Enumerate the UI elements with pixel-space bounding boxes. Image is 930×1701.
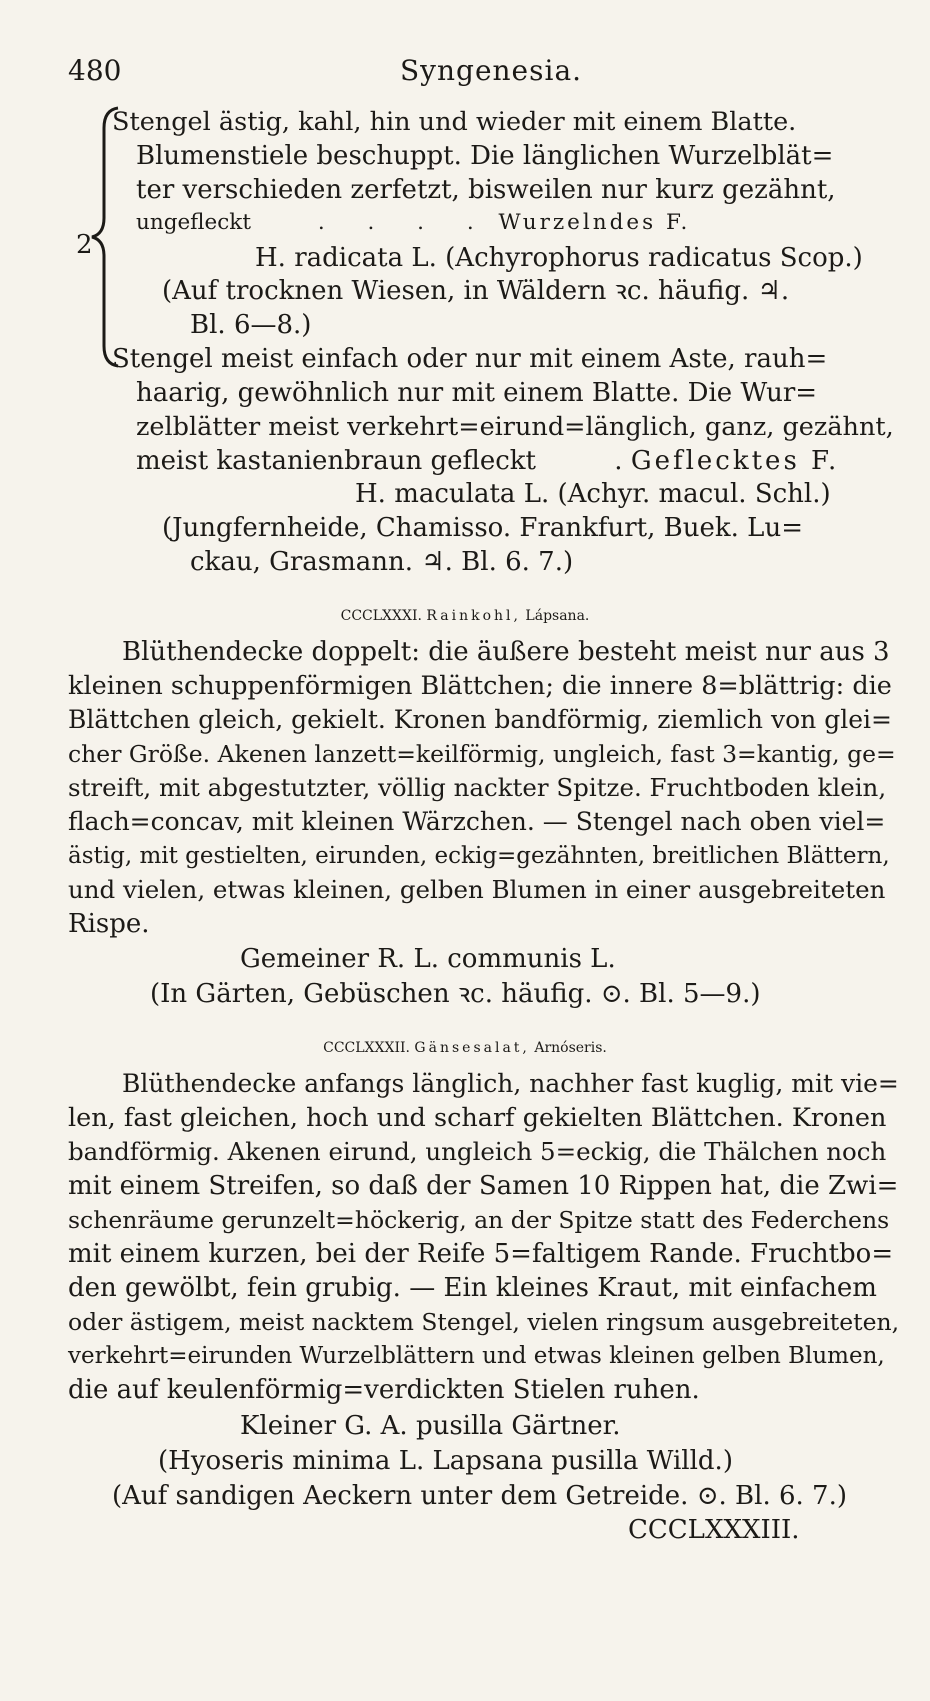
genus-desc-line: kleinen schuppenförmigen Blättchen; die innere 8=blättrig: die — [68, 671, 892, 701]
genus-desc-line: Blättchen gleich, gekielt. Kronen bandförmig, ziemlich von glei= — [68, 705, 892, 734]
key-lead-b-line-2: haarig, gewöhnlich nur mit einem Blatte. Die Wur= — [136, 378, 818, 408]
genus-desc-line: verkehrt=eirunden Wurzelblättern und etwas kleinen gelben Blumen, — [68, 1343, 885, 1369]
genus-desc-line: mit einem kurzen, bei der Reife 5=faltigem Rande. Fruchtbo= — [68, 1239, 894, 1269]
genus-heading: CCCLXXXI. Rainkohl, Lápsana. — [340, 608, 590, 624]
species-name: Gemeiner R. L. communis L. — [240, 944, 616, 974]
habitat-note: (Jungfernheide, Chamisso. Frankfurt, Buek. Lu= — [162, 513, 803, 543]
key-lead-a-line-3: ter verschieden zerfetzt, bisweilen nur kurz gezähnt, — [136, 175, 836, 205]
latin-name: H. radicata L. (Achyrophorus radicatus Scop.) — [255, 243, 863, 273]
catchword: CCCLXXXIII. — [628, 1515, 800, 1545]
running-title: Syngenesia. — [400, 54, 583, 87]
habitat-note: ckau, Grasmann. ♃. Bl. 6. 7.) — [190, 547, 574, 577]
genus-desc-line: mit einem Streifen, so daß der Samen 10 Rippen hat, die Zwi= — [68, 1171, 899, 1201]
genus-desc-line: die auf keulenförmig=verdickten Stielen ruhen. — [68, 1375, 700, 1405]
latin-name: H. maculata L. (Achyr. macul. Schl.) — [355, 479, 831, 509]
habitat-note: Bl. 6—8.) — [190, 310, 312, 340]
key-lead-b-line-1: Stengel meist einfach oder nur mit einem Aste, rauh= — [112, 344, 828, 374]
leader-dots: . — [614, 446, 623, 476]
page-number: 480 — [68, 54, 122, 87]
genus-desc-line: cher Größe. Akenen lanzett=keilförmig, ungleich, fast 3=kantig, ge= — [68, 740, 896, 768]
synonym-note: (Hyoseris minima L. Lapsana pusilla Willd.) — [158, 1446, 733, 1476]
key-lead-a-line-2: Blumenstiele beschuppt. Die länglichen Wurzelblät= — [136, 141, 834, 171]
key-lead-a-line-4: ungefleckt . . . . Wurzelndes F. — [136, 210, 691, 235]
habitat-note: (Auf sandigen Aeckern unter dem Getreide. ⊙. Bl. 6. 7.) — [112, 1481, 847, 1511]
habitat-note: (Auf trocknen Wiesen, in Wäldern ꝛc. häufig. ♃. — [162, 276, 790, 306]
genus-heading: CCCLXXXII. Gänsesalat, Arnóseris. — [323, 1040, 607, 1056]
key-number: 2 — [76, 230, 93, 260]
common-name: Geflecktes F. — [630, 446, 840, 476]
genus-desc-line: streift, mit abgestutzter, völlig nackter Spitze. Fruchtboden klein, — [68, 773, 887, 802]
genus-desc-line: flach=concav, mit kleinen Wärzchen. — Stengel nach oben viel= — [68, 807, 886, 836]
leader-dots: . . . . — [317, 210, 492, 235]
genus-desc-line: bandförmig. Akenen eirund, ungleich 5=eckig, die Thälchen noch — [68, 1137, 887, 1166]
genus-desc-line: ästig, mit gestielten, eirunden, eckig=gezähnten, breitlichen Blättern, — [68, 843, 890, 869]
genus-desc-line: und vielen, etwas kleinen, gelben Blumen in einer ausgebreiteten — [68, 875, 886, 904]
genus-desc-line: oder ästigem, meist nacktem Stengel, vielen ringsum ausgebreiteten, — [68, 1308, 900, 1336]
genus-desc-line: Blüthendecke doppelt: die äußere besteht meist nur aus 3 — [122, 637, 890, 667]
species-name: Kleiner G. A. pusilla Gärtner. — [240, 1411, 621, 1441]
genus-desc-line: Rispe. — [68, 909, 150, 939]
genus-desc-line: len, fast gleichen, hoch und scharf gekielten Blättchen. Kronen — [68, 1103, 887, 1133]
genus-desc-line: den gewölbt, fein grubig. — Ein kleines Kraut, mit einfachem — [68, 1273, 877, 1303]
genus-desc-line: Blüthendecke anfangs länglich, nachher fast kuglig, mit vie= — [122, 1069, 899, 1098]
key-lead-b-line-4: meist kastanienbraun gefleckt . Geflecktes F. — [136, 446, 840, 476]
common-name: Wurzelndes F. — [498, 210, 691, 235]
genus-desc-line: schenräume gerunzelt=höckerig, an der Spitze statt des Federchens — [68, 1206, 890, 1234]
habitat-note: (In Gärten, Gebüschen ꝛc. häufig. ⊙. Bl. 5—9.) — [150, 979, 761, 1009]
key-lead-b-line-3: zelblätter meist verkehrt=eirund=länglich, ganz, gezähnt, — [136, 412, 894, 442]
key-lead-a-line-1: Stengel ästig, kahl, hin und wieder mit einem Blatte. — [112, 107, 797, 137]
